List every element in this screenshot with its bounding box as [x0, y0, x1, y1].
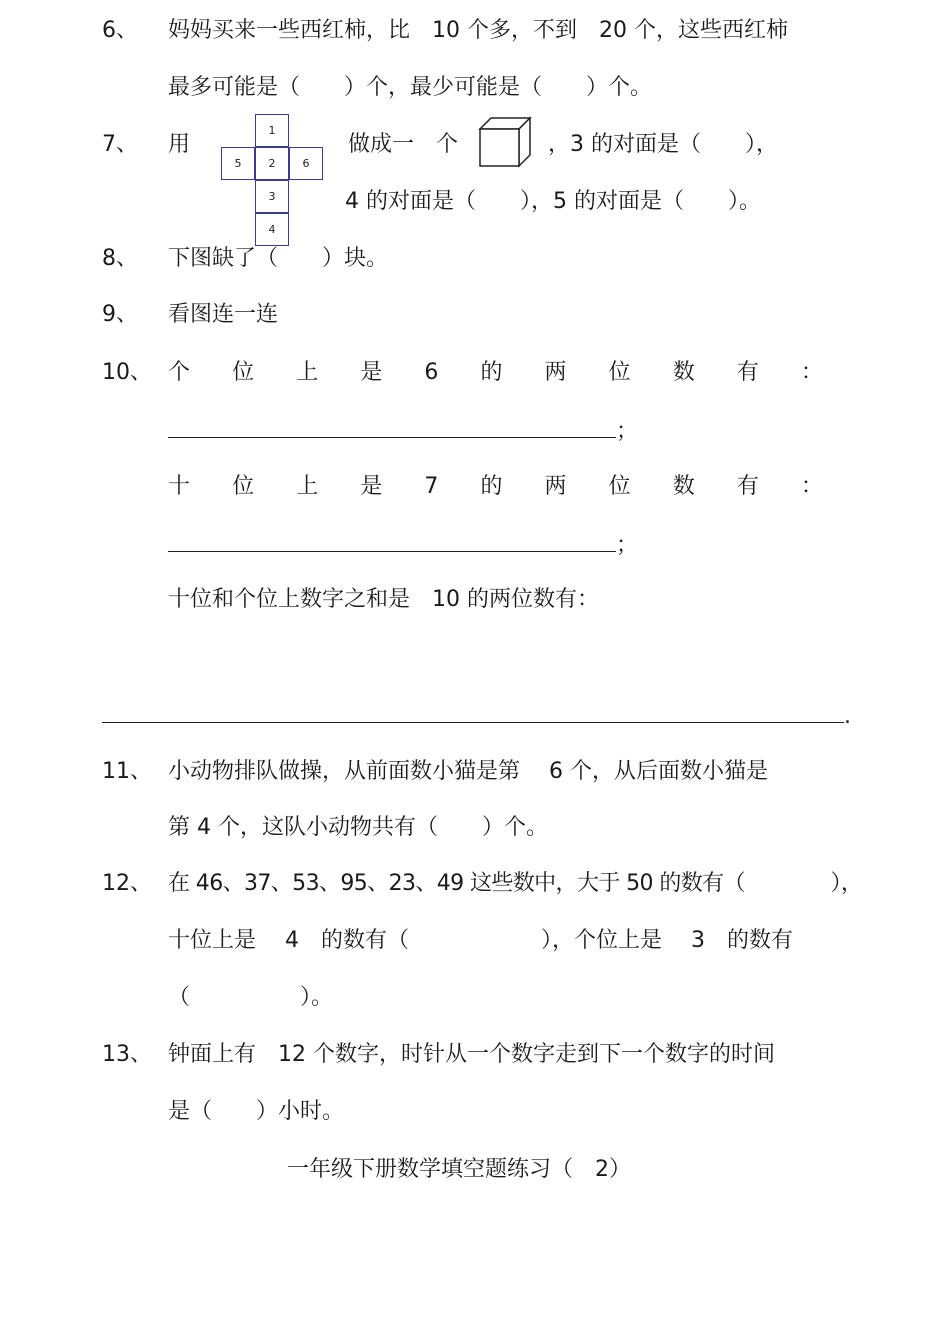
q6-line2: 最多可能是（ ）个，最少可能是（ ）个。 — [168, 75, 653, 100]
q10-a-char: 位 — [232, 360, 255, 385]
q10-b-char: ： — [800, 474, 823, 499]
q7-number: 7、 — [102, 132, 138, 157]
q7-line2: 4 的对面是（ ），5 的对面是（ ）。 — [345, 189, 761, 214]
q13-number: 13、 — [102, 1042, 152, 1067]
net-face-1: 1 — [255, 114, 289, 147]
net-face-3: 3 — [255, 180, 289, 213]
q10-answer-line-b — [168, 529, 638, 561]
q7-yong: 用 — [168, 132, 191, 157]
q10-a-char: 数 — [672, 360, 695, 385]
cube-icon — [478, 116, 532, 168]
answer-blank[interactable] — [102, 700, 844, 723]
q9-text: 看图连一连 — [168, 302, 279, 327]
q10-answer-line-a — [168, 415, 638, 447]
q9-number: 9、 — [102, 302, 138, 327]
q10-a-char: 个 — [168, 360, 191, 385]
q12-number: 12、 — [102, 871, 152, 896]
net-face-5: 5 — [221, 147, 255, 180]
q6-line1: 妈妈买来一些西红柿，比 10 个多，不到 20 个，这些西红柿 — [168, 18, 788, 43]
q10-line-b — [168, 472, 823, 502]
q12-line1: 在 46、37、53、95、23、49 这些数中，大于 50 的数有（ ）， — [168, 871, 863, 896]
q10-a-char: 位 — [608, 360, 631, 385]
q13-line1: 钟面上有 12 个数字，时针从一个数字走到下一个数字的时间 — [168, 1042, 775, 1067]
q8-text: 下图缺了（ ）块。 — [168, 246, 389, 271]
q10-b-char: 上 — [296, 474, 319, 499]
q10-b-char: 有 — [736, 474, 759, 499]
q10-a-char: 是 — [360, 360, 383, 385]
q11-line1: 小动物排队做操，从前面数小猫是第 6 个，从后面数小猫是 — [168, 759, 768, 784]
q12-line2: 十位上是 4 的数有（ ），个位上是 3 的数有 — [168, 928, 793, 953]
q10-a-char: ： — [800, 360, 823, 385]
q10-answer-line-c — [102, 700, 851, 732]
q13-line2: 是（ ）小时。 — [168, 1099, 345, 1124]
q10-line-c: 十位和个位上数字之和是 10 的两位数有： — [168, 587, 599, 612]
q10-b-char: 十 — [168, 474, 191, 499]
semicolon: ； — [616, 419, 639, 444]
q10-b-char: 两 — [544, 474, 567, 499]
net-face-4: 4 — [255, 213, 289, 246]
answer-blank[interactable] — [168, 529, 616, 552]
q10-a-char: 上 — [296, 360, 319, 385]
q12-line3: （ ）。 — [168, 985, 334, 1010]
answer-blank[interactable] — [168, 415, 616, 438]
q6-number: 6、 — [102, 18, 138, 43]
q11-number: 11、 — [102, 759, 152, 784]
q10-b-char: 数 — [672, 474, 695, 499]
q10-a-char: 6 — [424, 360, 439, 385]
q10-a-char: 两 — [544, 360, 567, 385]
q7-zuo: 做成一 个 — [348, 132, 459, 157]
q11-line2: 第 4 个，这队小动物共有（ ）个。 — [168, 815, 548, 840]
q10-b-char: 是 — [360, 474, 383, 499]
q10-b-char: 位 — [232, 474, 255, 499]
q10-line-a — [168, 358, 823, 388]
q10-b-char: 位 — [608, 474, 631, 499]
cube-net-figure — [221, 114, 323, 246]
q7-after: ，3 的对面是（ ）， — [548, 132, 778, 157]
semicolon: ； — [616, 533, 639, 558]
q10-number: 10、 — [102, 360, 152, 385]
net-face-6: 6 — [289, 147, 323, 180]
q10-a-char: 有 — [736, 360, 759, 385]
period: . — [844, 704, 851, 729]
net-face-2: 2 — [255, 147, 289, 180]
q10-b-char: 的 — [480, 474, 503, 499]
worksheet-title: 一年级下册数学填空题练习（ 2） — [287, 1157, 631, 1182]
q8-number: 8、 — [102, 246, 138, 271]
q10-a-char: 的 — [480, 360, 503, 385]
q10-b-char: 7 — [424, 474, 439, 499]
